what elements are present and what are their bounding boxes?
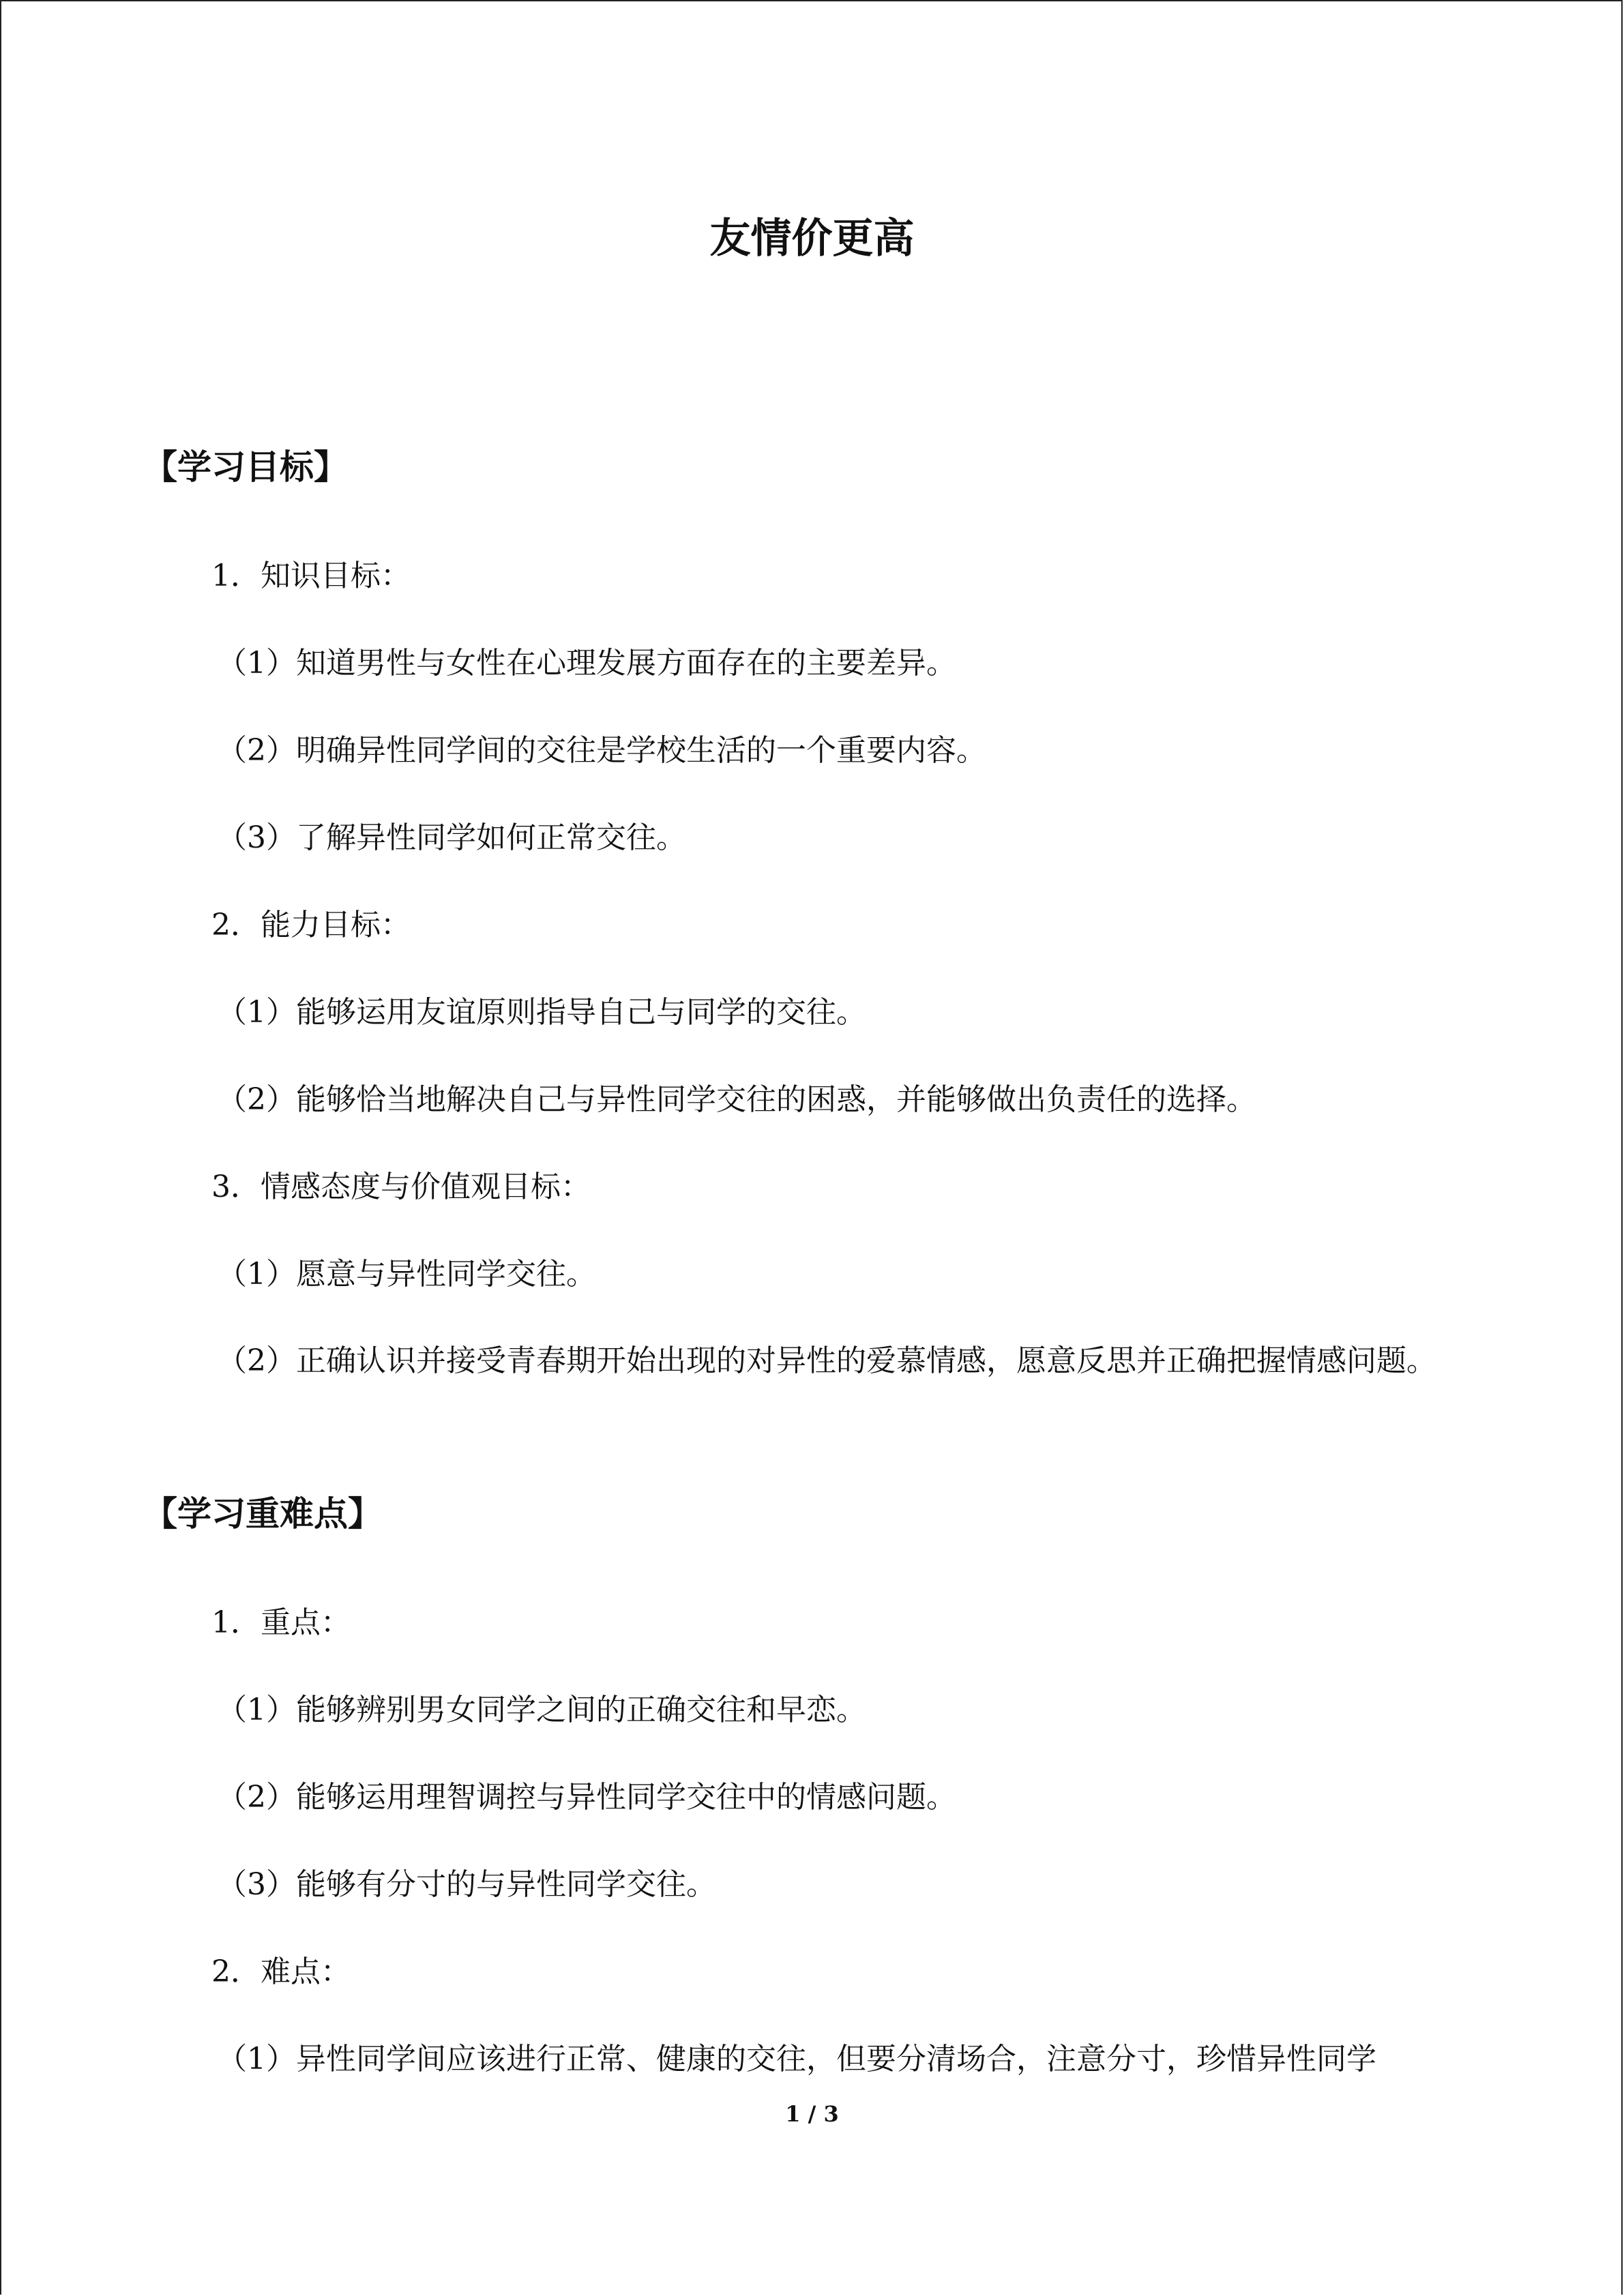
list-item: （1）能够辨别男女同学之间的正确交往和早恋。 [217,1693,866,1727]
list-item: （2）能够恰当地解决自己与异性同学交往的困惑，并能够做出负责任的选择。 [217,1082,1256,1117]
list-item-wrapped: （2）正确认识并接受青春期开始出现的对异性的爱慕情感，愿意反思并正确把握情感问题。 [217,1343,1436,1378]
list-item: （2）明确异性同学间的交往是学校生活的一个重要内容。 [217,733,986,768]
page-title: 友情价更高 [709,215,915,263]
section-heading-learning-goals: 【学习目标】 [143,447,348,487]
list-item: （1）异性同学间应该进行正常、健康的交往，但要分清场合，注意分寸，珍惜异性同学 [217,2042,1376,2076]
page-number: 1 / 3 [785,2101,839,2127]
list-item: 1．重点： [211,1605,351,1640]
list-item: （1）能够运用友谊原则指导自己与同学的交往。 [217,995,866,1030]
list-item: （3）了解异性同学如何正常交往。 [217,820,686,855]
section-heading-key-points: 【学习重难点】 [143,1493,382,1534]
list-item: 2．难点： [211,1954,351,1989]
list-item: 1．知识目标： [211,558,411,593]
list-item: （1）知道男性与女性在心理发展方面存在的主要差异。 [217,646,956,681]
list-item: （2）能够运用理智调控与异性同学交往中的情感问题。 [217,1780,956,1815]
list-item: （3）能够有分寸的与异性同学交往。 [217,1867,716,1902]
list-item: 2．能力目标： [211,908,411,942]
list-item: 3．情感态度与价值观目标： [211,1169,591,1204]
list-item: （1）愿意与异性同学交往。 [217,1257,596,1292]
